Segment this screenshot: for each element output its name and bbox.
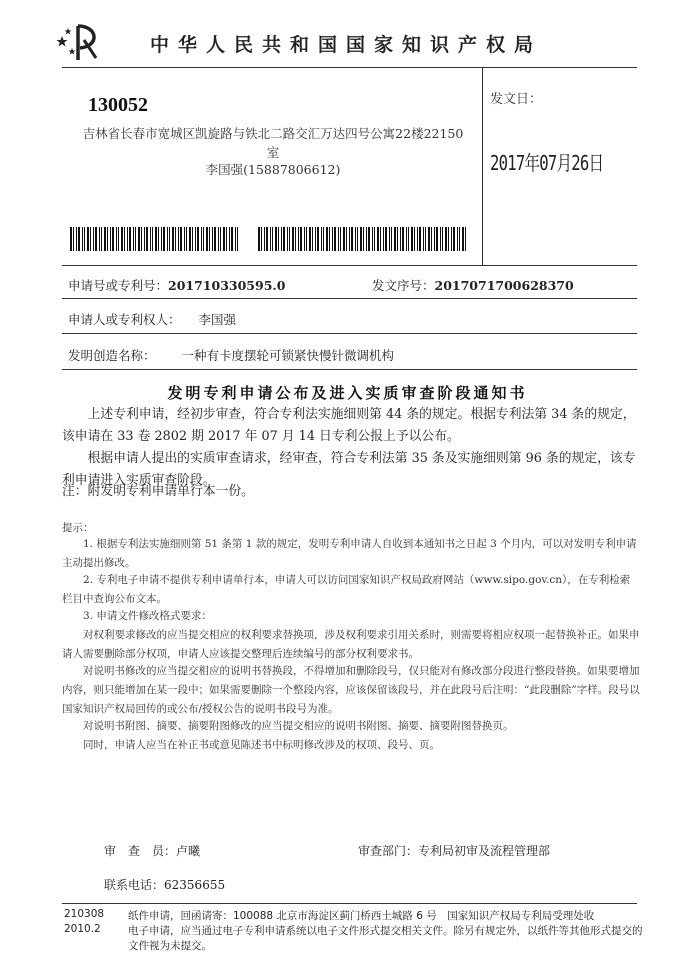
examiner-label: 审 查 员： xyxy=(104,844,177,858)
department-name: 专利局初审及流程管理部 xyxy=(418,844,551,858)
footer-code-1: 210308 xyxy=(64,908,105,920)
application-number-label: 申请号或专利号： xyxy=(68,278,169,293)
applicant-label: 申请人或专利权人： xyxy=(68,312,181,327)
department-label: 审查部门： xyxy=(358,844,419,858)
serial-number-row xyxy=(372,276,574,294)
divider-vertical xyxy=(482,67,483,265)
applicant-row xyxy=(68,310,236,328)
serial-number-label: 发文序号： xyxy=(372,278,435,293)
issue-date: 2017年07月26日 xyxy=(490,151,604,175)
examiner-row xyxy=(104,842,200,859)
barcode-right xyxy=(258,227,466,251)
field-rule-3 xyxy=(62,369,637,370)
applicant-name: 李国强 xyxy=(198,312,237,327)
header-rule xyxy=(62,67,637,68)
barcode-left xyxy=(70,227,240,251)
mailing-address: 吉林省长春市宽城区凯旋路与铁北二路交汇万达四号公寓22楼22150室 xyxy=(82,126,464,160)
hint-item-1: 1. 根据专利法实施细则第 51 条第 1 款的规定，发明专利申请人自收到本通知书之日起 3 个月内，可以对发明专利申请主动提出修改。 xyxy=(62,538,637,569)
footer-rule xyxy=(62,903,637,904)
recipient: 李国强(15887806612) xyxy=(205,162,341,177)
footer-code-2: 2010.2 xyxy=(64,923,101,935)
phone-number: 62356655 xyxy=(164,878,226,892)
footer-line-3: 文件视为未提交。 xyxy=(128,940,212,952)
hint-item-6: 对说明书附图、摘要、摘要附图修改的应当提交相应的说明书附图、摘要、摘要附图替换页。 xyxy=(83,720,514,732)
invention-title: 一种有卡度摆轮可锁紧快慢针微调机构 xyxy=(181,348,395,363)
field-rule-2 xyxy=(62,333,637,334)
cnipa-logo-icon xyxy=(54,22,104,62)
phone-row xyxy=(104,876,225,893)
hints-label: 提示： xyxy=(62,522,94,534)
phone-label: 联系电话： xyxy=(104,878,165,892)
invention-row xyxy=(68,346,394,364)
invention-label: 发明创造名称： xyxy=(68,348,156,363)
hint-item-5: 对说明书修改的应当提交相应的说明书替换段，不得增加和删除段号，仅只能对有修改部分段进行整段替换。如果要增加内容，则只能增加在某一段中；如果需要删除一个整段内容，应该保留该段号，并在此段号后注明：“此段删除”字样。段号以国家知识产权局回传的或公布/授权公告的说明书段号为准。 xyxy=(62,665,640,715)
issue-date-label: 发文日： xyxy=(490,92,543,107)
footer-line-1: 纸件申请，回函请寄：100088 北京市海淀区蓟门桥西土城路 6 号 国家知识产权局专利局受理处收 xyxy=(128,910,595,922)
hint-item-4: 对权利要求修改的应当提交相应的权利要求替换项，涉及权利要求引用关系时，则需要将相应权项一起替换补正。如果申请人需要删除部分权项，申请人应该提交整理后连续编号的部分权利要求书。 xyxy=(62,629,640,660)
examiner-name: 卢曦 xyxy=(176,844,201,858)
notice-title: 发明专利申请公布及进入实质审查阶段通知书 xyxy=(167,384,528,402)
department-row xyxy=(358,842,550,859)
address-rule xyxy=(62,265,637,266)
footer-line-2: 电子申请，应当通过电子专利申请系统以电子文件形式提交相关文件。除另有规定外，以纸件等其他形式提交的 xyxy=(128,925,643,937)
serial-number: 2017071700628370 xyxy=(434,278,574,293)
hint-item-2: 2. 专利电子申请不提供专利申请单行本，申请人可以访问国家知识产权局政府网站（www.sipo.gov.cn），在专利检索栏目中查询公布文本。 xyxy=(62,574,631,605)
application-number: 201710330595.0 xyxy=(168,278,286,293)
postcode: 130052 xyxy=(88,94,148,116)
hint-item-3: 3. 申请文件修改格式要求： xyxy=(83,610,212,622)
org-name: 中华人民共和国国家知识产权局 xyxy=(150,34,543,56)
notice-paragraph-2: 根据申请人提出的实质审查请求，经审查，符合专利法第 35 条及实施细则第 96 条的规定，该专利申请进入实质审查阶段。 xyxy=(62,451,636,488)
application-number-row xyxy=(68,276,285,294)
notice-paragraph-1: 上述专利申请，经初步审查，符合专利法实施细则第 44 条的规定。根据专利法第 34 条的规定，该申请在 33 卷 2802 期 2017 年 07 月 14 日专利公报上予以公布。 xyxy=(62,407,636,444)
notice-note: 注：附发明专利申请单行本一份。 xyxy=(62,484,254,499)
hint-item-7: 同时，申请人应当在补正书或意见陈述书中标明修改涉及的权项、段号、页。 xyxy=(83,739,440,751)
field-rule-1 xyxy=(62,298,637,299)
